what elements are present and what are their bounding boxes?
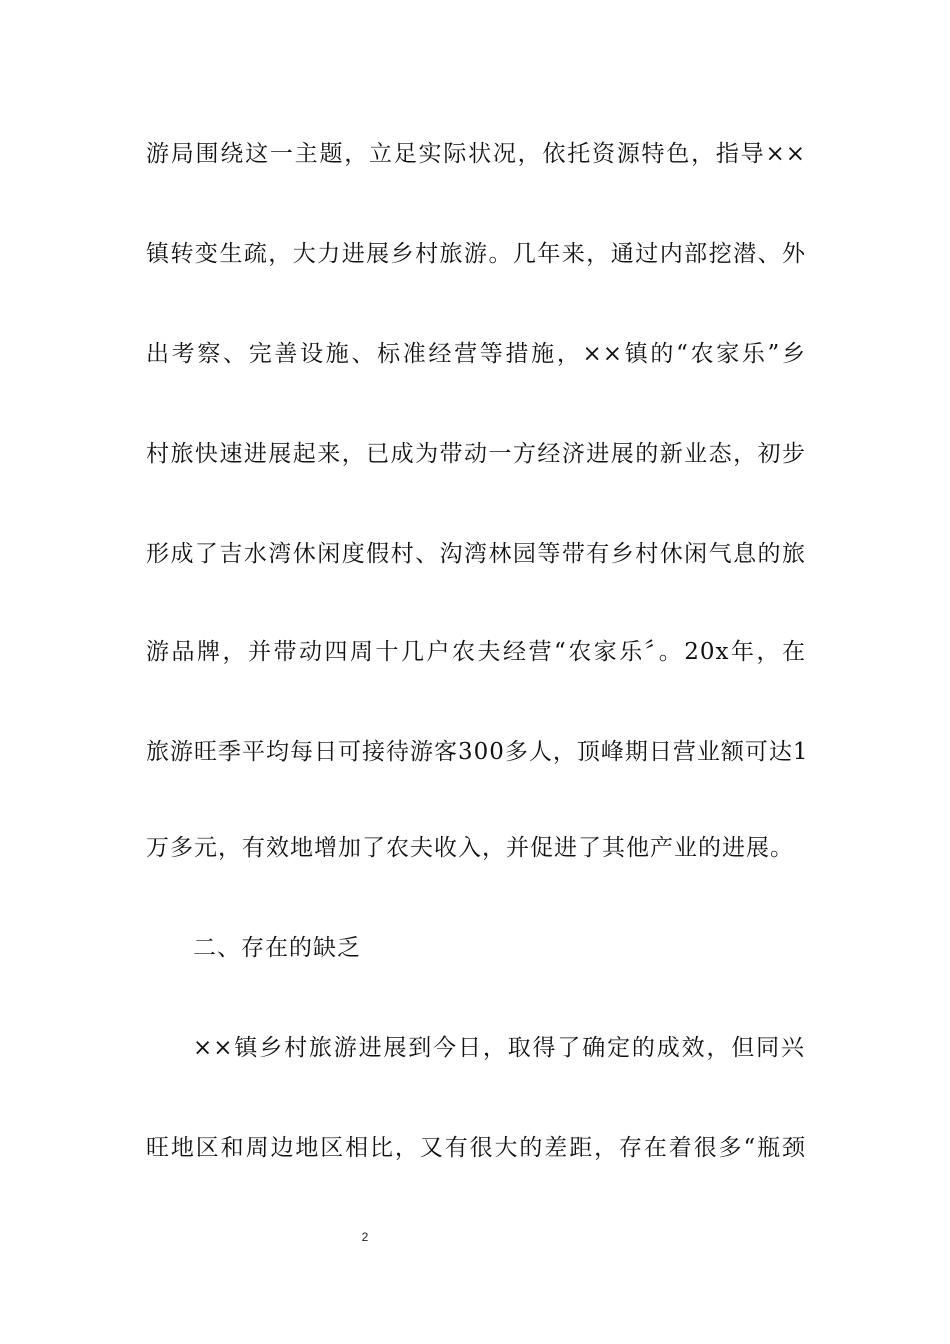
paragraph-line: 万多元，有效地增加了农夫收入，并促进了其他产业的进展。	[146, 835, 794, 861]
page-number: 2	[361, 1230, 369, 1244]
paragraph-line: 村旅快速进展起来，已成为带动一方经济进展的新业态，初步	[146, 441, 806, 467]
paragraph-line: 形成了吉水湾休闲度假村、沟湾林园等带有乡村休闲气息的旅	[146, 541, 806, 567]
paragraph-line: 镇转变生疏，大力进展乡村旅游。几年来，通过内部挖潜、外	[146, 241, 806, 267]
paragraph-line: 旺地区和周边地区相比，又有很大的差距，存在着很多“瓶颈	[146, 1135, 806, 1161]
paragraph-line: 出考察、完善设施、标准经营等措施，××镇的“农家乐”乡	[146, 341, 806, 367]
paragraph-line: ××镇乡村旅游进展到今日，取得了确定的成效，但同兴	[193, 1035, 805, 1061]
section-heading: 二、存在的缺乏	[193, 935, 361, 961]
paragraph-line: 旅游旺季平均每日可接待游客300多人，顶峰期日营业额可达1	[146, 739, 809, 765]
paragraph-line: 游局围绕这一主题，立足实际状况，依托资源特色，指导××	[146, 141, 806, 167]
paragraph-line: 游品牌，并带动四周十几户农夫经营“农家乐〞。20x年，在	[146, 639, 806, 665]
